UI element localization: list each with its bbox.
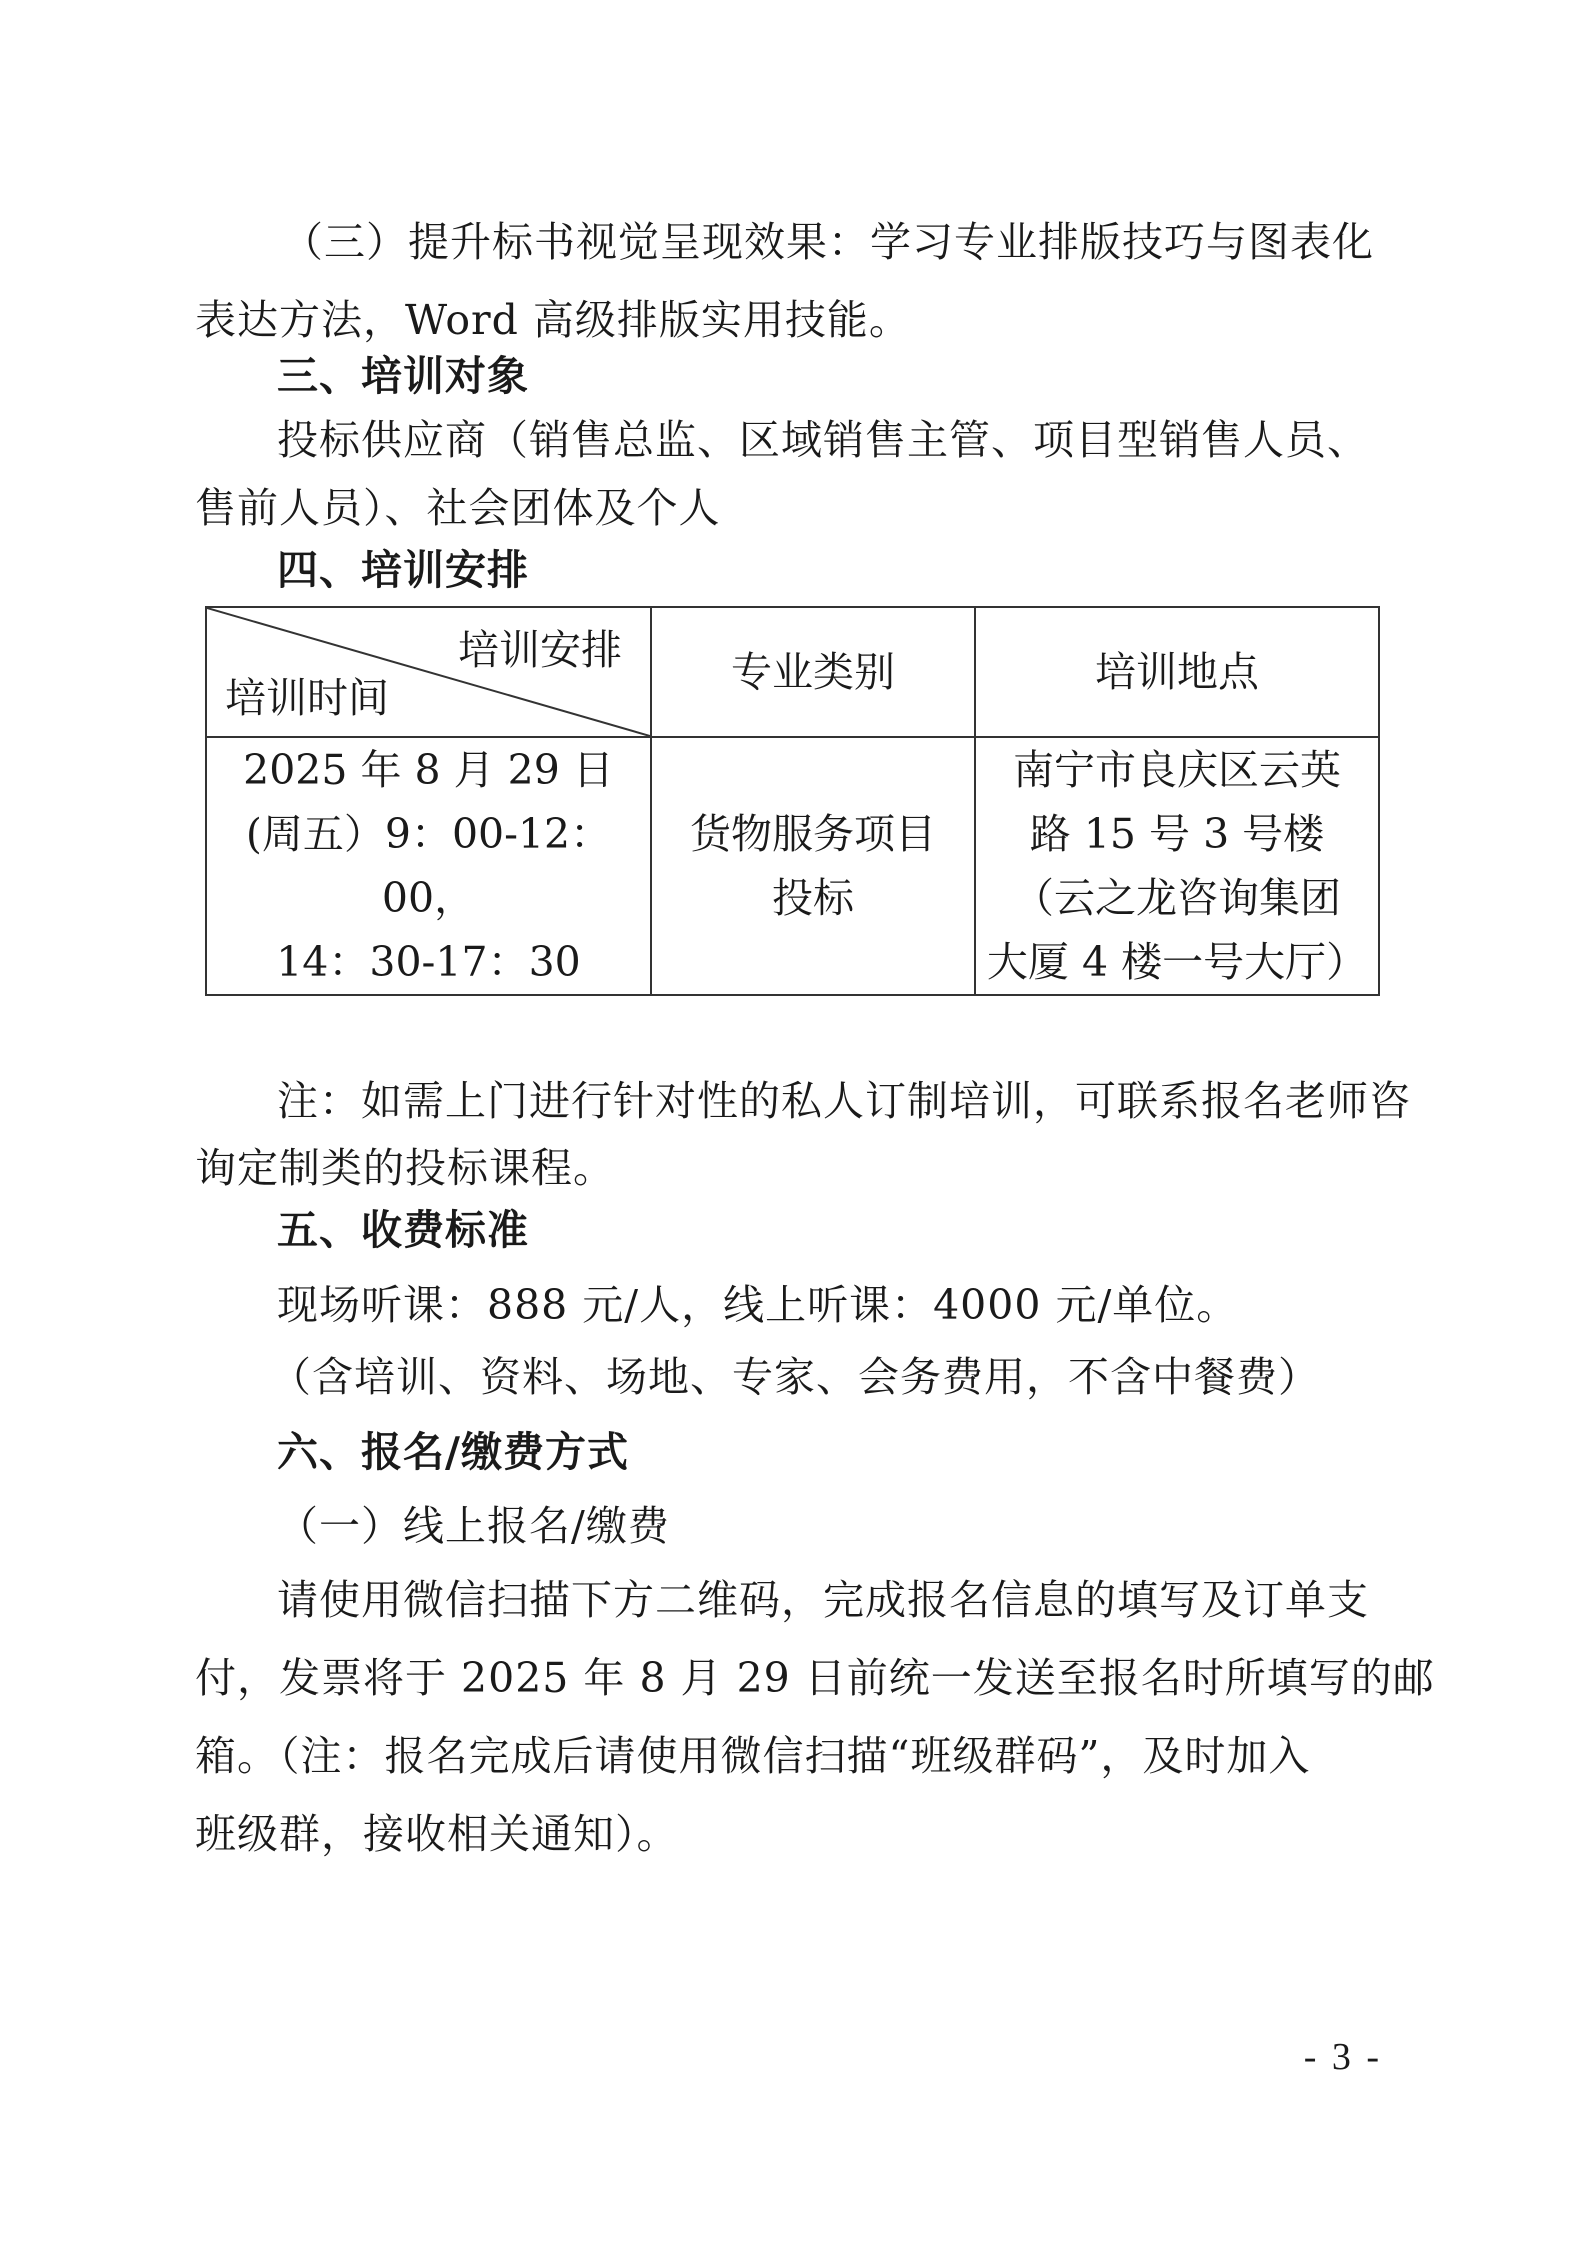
paragraph-line: 表达方法，Word 高级排版实用技能。: [195, 296, 911, 344]
fee-line: 现场听课：888 元/人，线上听课：4000 元/单位。: [277, 1281, 1239, 1329]
note-line: 注：如需上门进行针对性的私人订制培训，可联系报名老师咨: [277, 1077, 1411, 1125]
column-header-category: 专业类别: [651, 607, 975, 737]
paragraph-line: 售前人员）、社会团体及个人: [195, 484, 721, 532]
subheading: （一）线上报名/缴费: [277, 1502, 670, 1550]
time-line: 14：30-17：30: [276, 938, 581, 986]
paragraph-line: （三）提升标书视觉呈现效果：学习专业排版技巧与图表化: [282, 218, 1374, 266]
diag-header-bottom: 培训时间: [225, 674, 389, 722]
page-number: - 3 -: [1303, 2036, 1382, 2078]
diag-header-top: 培训安排: [458, 626, 622, 674]
section-heading: 五、收费标准: [277, 1206, 529, 1254]
section-heading: 四、培训安排: [277, 546, 529, 594]
category-line: 货物服务项目: [690, 810, 936, 858]
time-line: (周五）9：00-12：00，: [245, 810, 612, 922]
location-cell: [975, 737, 1379, 995]
location-line: （云之龙咨询集团: [1013, 874, 1341, 922]
location-line: 南宁市良庆区云英: [1013, 746, 1341, 794]
category-cell: [651, 737, 975, 995]
fee-line: （含培训、资料、场地、专家、会务费用，不含中餐费）: [270, 1353, 1320, 1401]
section-heading: 六、报名/缴费方式: [277, 1428, 629, 1476]
time-line: 2025 年 8 月 29 日: [243, 746, 614, 794]
paragraph-line: 请使用微信扫描下方二维码，完成报名信息的填写及订单支: [277, 1576, 1369, 1624]
diagonal-header-cell: [206, 607, 651, 737]
training-schedule-table: [205, 606, 1380, 996]
location-line: 路 15 号 3 号楼: [1029, 810, 1325, 858]
section-heading: 三、培训对象: [277, 352, 529, 400]
note-line: 询定制类的投标课程。: [195, 1144, 615, 1192]
column-header-location: 培训地点: [975, 607, 1379, 737]
location-line: 大厦 4 楼一号大厅）: [986, 938, 1368, 986]
paragraph-line: 班级群，接收相关通知）。: [195, 1810, 679, 1858]
paragraph-line: 投标供应商（销售总监、区域销售主管、项目型销售人员、: [277, 416, 1369, 464]
paragraph-line: 箱。（注：报名完成后请使用微信扫描“班级群码”，及时加入: [195, 1732, 1311, 1780]
paragraph-line: 付，发票将于 2025 年 8 月 29 日前统一发送至报名时所填写的邮: [195, 1654, 1435, 1702]
training-time-cell: [206, 737, 651, 995]
category-line: 投标: [772, 874, 854, 922]
